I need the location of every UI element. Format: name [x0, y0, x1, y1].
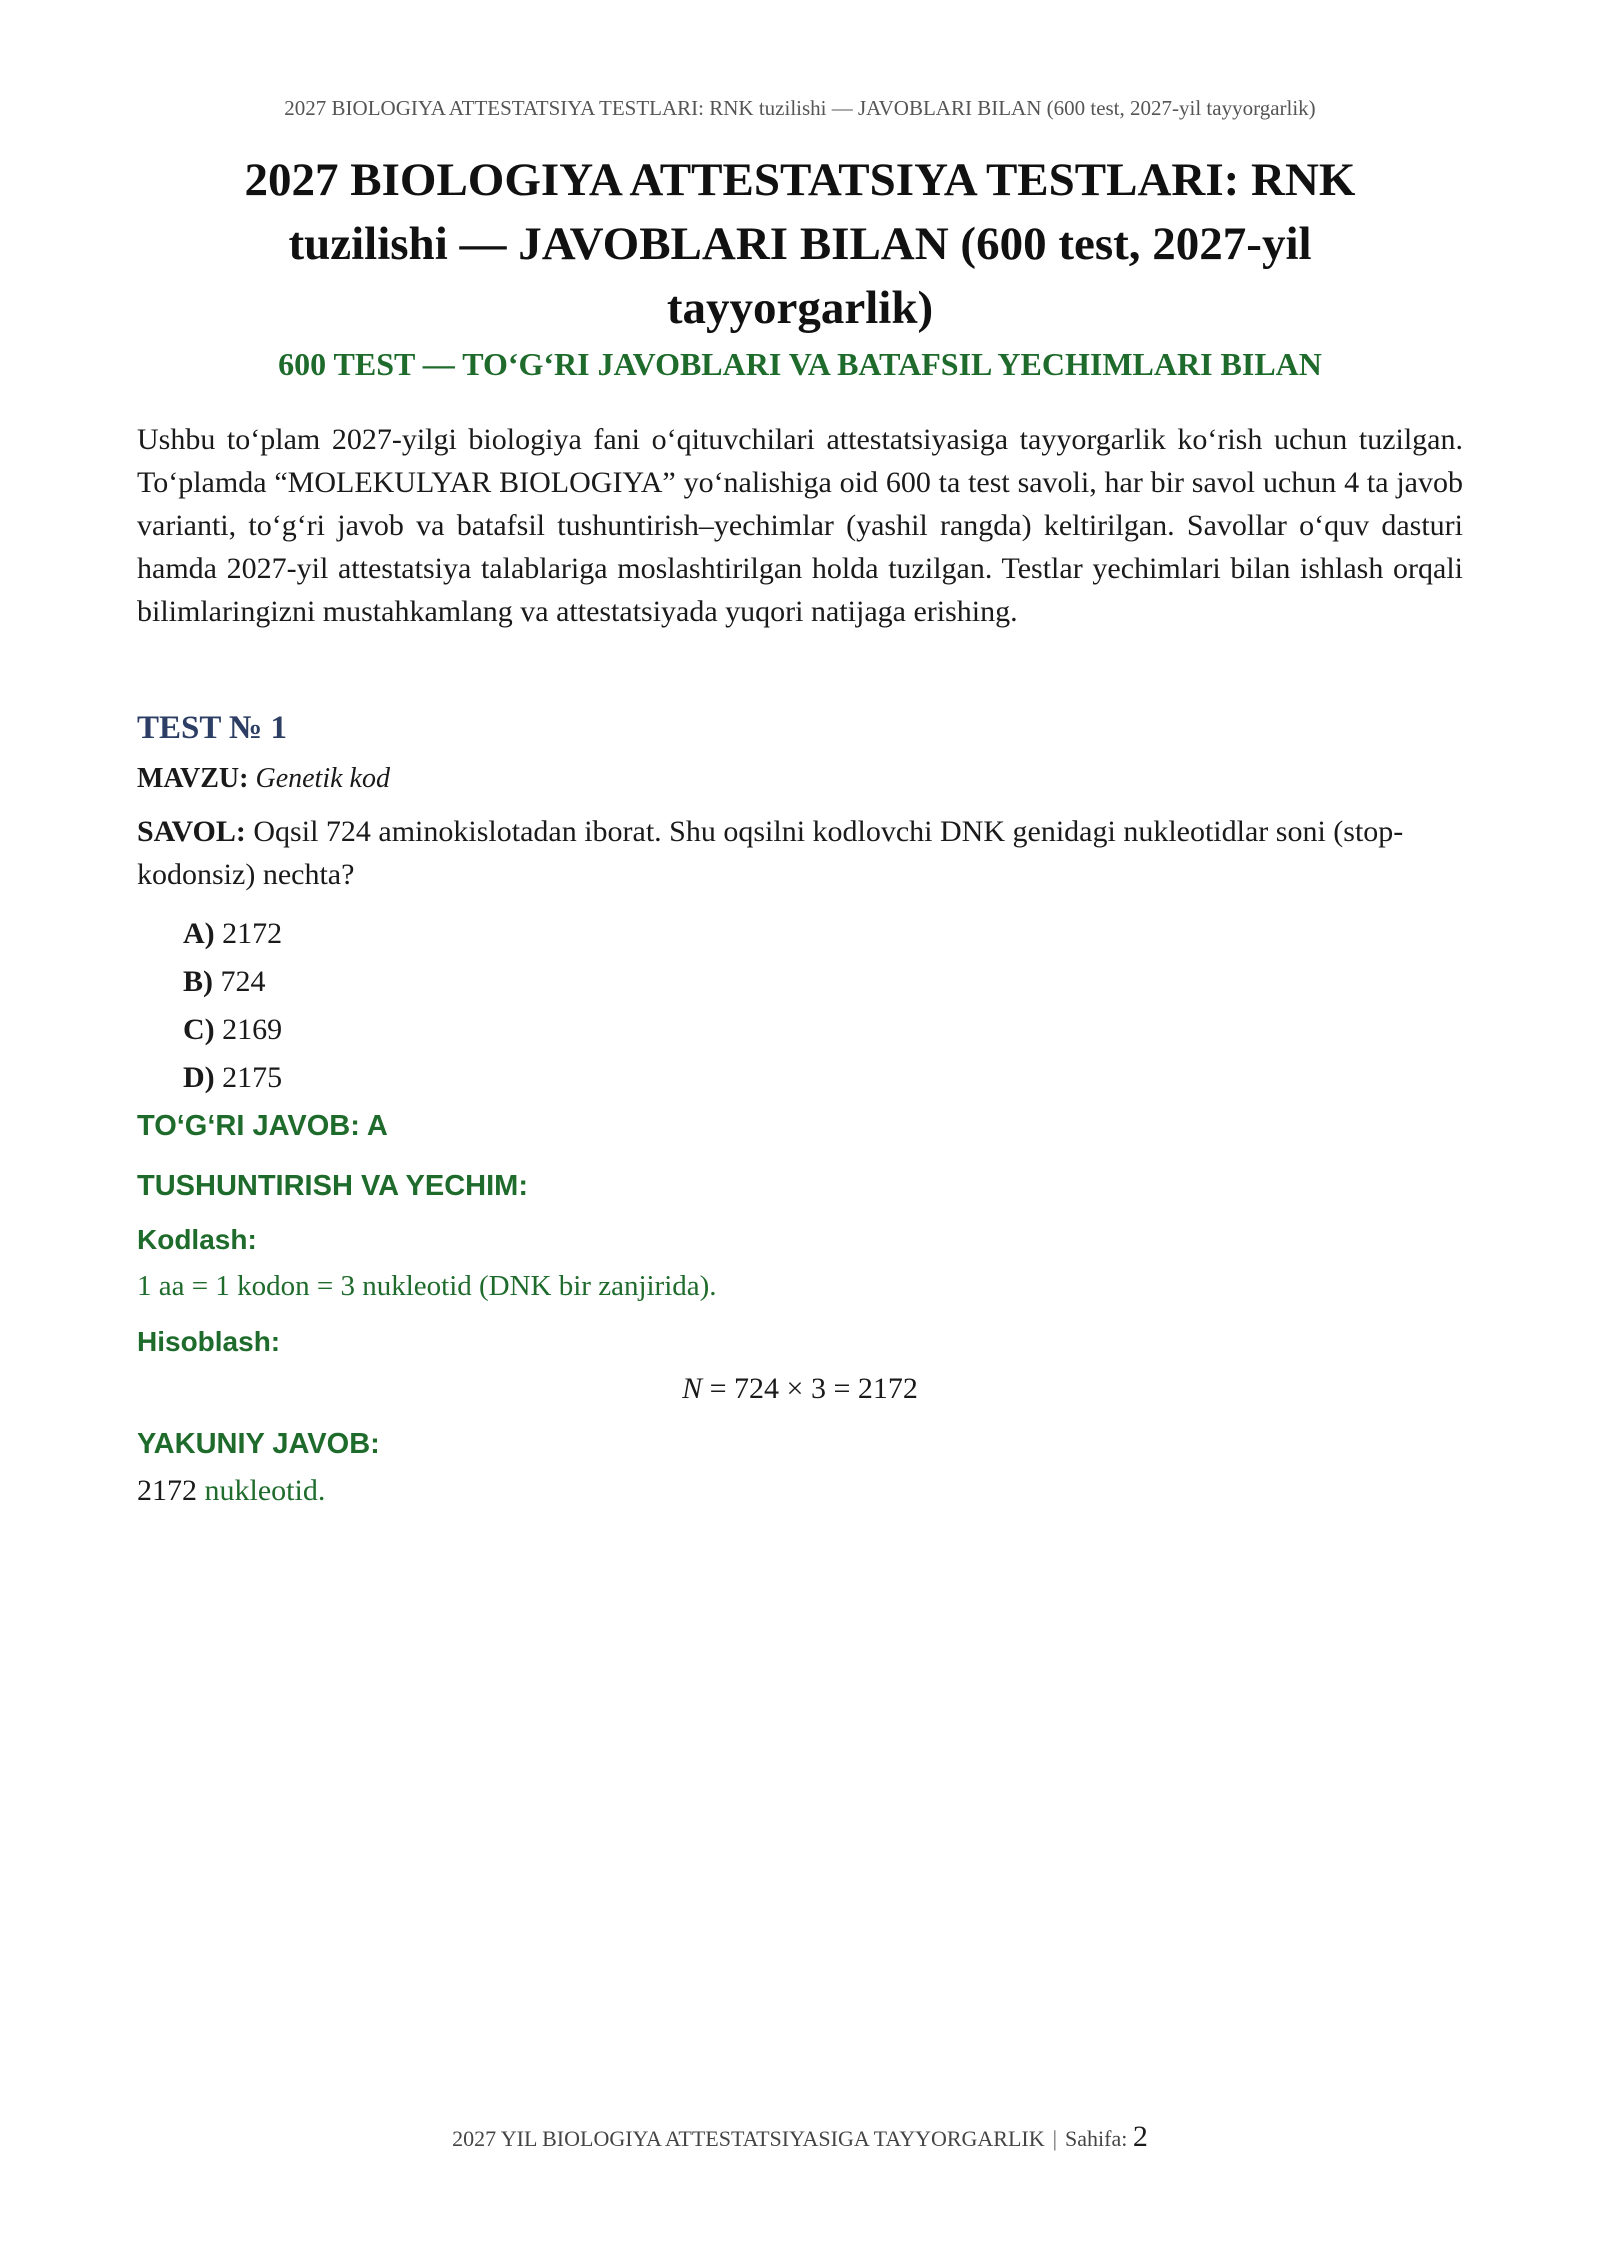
calculation-heading: Hisoblash: — [137, 1326, 281, 1357]
option-d — [183, 1054, 282, 1102]
option-c — [183, 1006, 282, 1054]
final-answer — [137, 1474, 325, 1508]
document-subtitle: 600 TEST — TO‘G‘RI JAVOBLARI VA BATAFSIL YECHIMLARI BILAN — [278, 346, 1322, 382]
document-title: 2027 BIOLOGIYA ATTESTATSIYA TESTLARI: RNK tuzilishi — JAVOBLARI BILAN (600 test, 2027-yil tayyorgarlik) — [244, 154, 1356, 334]
option-d-letter: D) — [183, 1061, 215, 1094]
option-a — [183, 910, 282, 958]
topic-line — [137, 763, 390, 795]
running-header: 2027 BIOLOGIYA ATTESTATSIYA TESTLARI: RNK tuzilishi — JAVOBLARI BILAN (600 test, 2027-yil tayyorgarlik) — [284, 96, 1316, 120]
answer-options — [183, 910, 282, 1102]
option-a-letter: A) — [183, 917, 215, 950]
final-answer-number: 2172 — [137, 1474, 197, 1507]
page-footer — [0, 2120, 1600, 2154]
correct-answer: TO‘G‘RI JAVOB: A — [137, 1110, 388, 1142]
question-text — [137, 810, 1463, 896]
coding-heading: Kodlash: — [137, 1224, 257, 1255]
explanation-heading: TUSHUNTIRISH VA YECHIM: — [137, 1170, 528, 1202]
option-c-text: 2169 — [222, 1013, 283, 1046]
final-answer-unit: nukleotid. — [197, 1474, 326, 1507]
page-number: 2 — [1132, 2120, 1148, 2153]
question-body: Oqsil 724 aminokislotadan iborat. Shu oqsilni kodlovchi DNK genidagi nukleotidlar soni (stop-kodonsiz) nechta? — [137, 815, 1404, 891]
footer-page-label: Sahifa: — [1065, 2126, 1128, 2151]
option-b-text: 724 — [220, 965, 266, 998]
footer-separator: | — [1052, 2126, 1058, 2151]
question-label: SAVOL: — [137, 815, 246, 848]
coding-text: 1 aa = 1 kodon = 3 nukleotid (DNK bir zanjirida). — [137, 1270, 717, 1302]
intro-paragraph: Ushbu to‘plam 2027-yilgi biologiya fani o‘qituvchilari attestatsiyasiga tayyorgarlik ko‘rish uchun tuzilgan. To‘plamda “MOLEKULYAR BIOLOGIYA” yo‘nalishiga oid 600 ta test savoli, har bir savol uchun 4 ta javob varianti, to‘g‘ri javob va batafsil tushuntirish–yechimlar (yashil rangda) keltirilgan. Savollar o‘quv dasturi hamda 2027-yil attestatsiya talablariga moslashtirilgan holda tuzilgan. Testlar yechimlari bilan ishlash orqali bilimlaringizni mustahkamlang va attestatsiyada yuqori natijaga erishing. — [137, 423, 1463, 628]
calculation-formula — [0, 1372, 1600, 1406]
option-d-text: 2175 — [222, 1061, 283, 1094]
option-b — [183, 958, 282, 1006]
formula-variable: N — [682, 1372, 703, 1405]
option-b-letter: B) — [183, 965, 213, 998]
topic-value: Genetik kod — [255, 763, 390, 794]
topic-label: MAVZU: — [137, 763, 249, 794]
option-c-letter: C) — [183, 1013, 215, 1046]
option-a-text: 2172 — [222, 917, 283, 950]
footer-text: 2027 YIL BIOLOGIYA ATTESTATSIYASIGA TAYYORGARLIK — [452, 2126, 1045, 2151]
test-heading: TEST № 1 — [137, 710, 287, 746]
final-answer-heading: YAKUNIY JAVOB: — [137, 1428, 380, 1460]
formula-expression: = 724 × 3 = 2172 — [702, 1372, 918, 1405]
